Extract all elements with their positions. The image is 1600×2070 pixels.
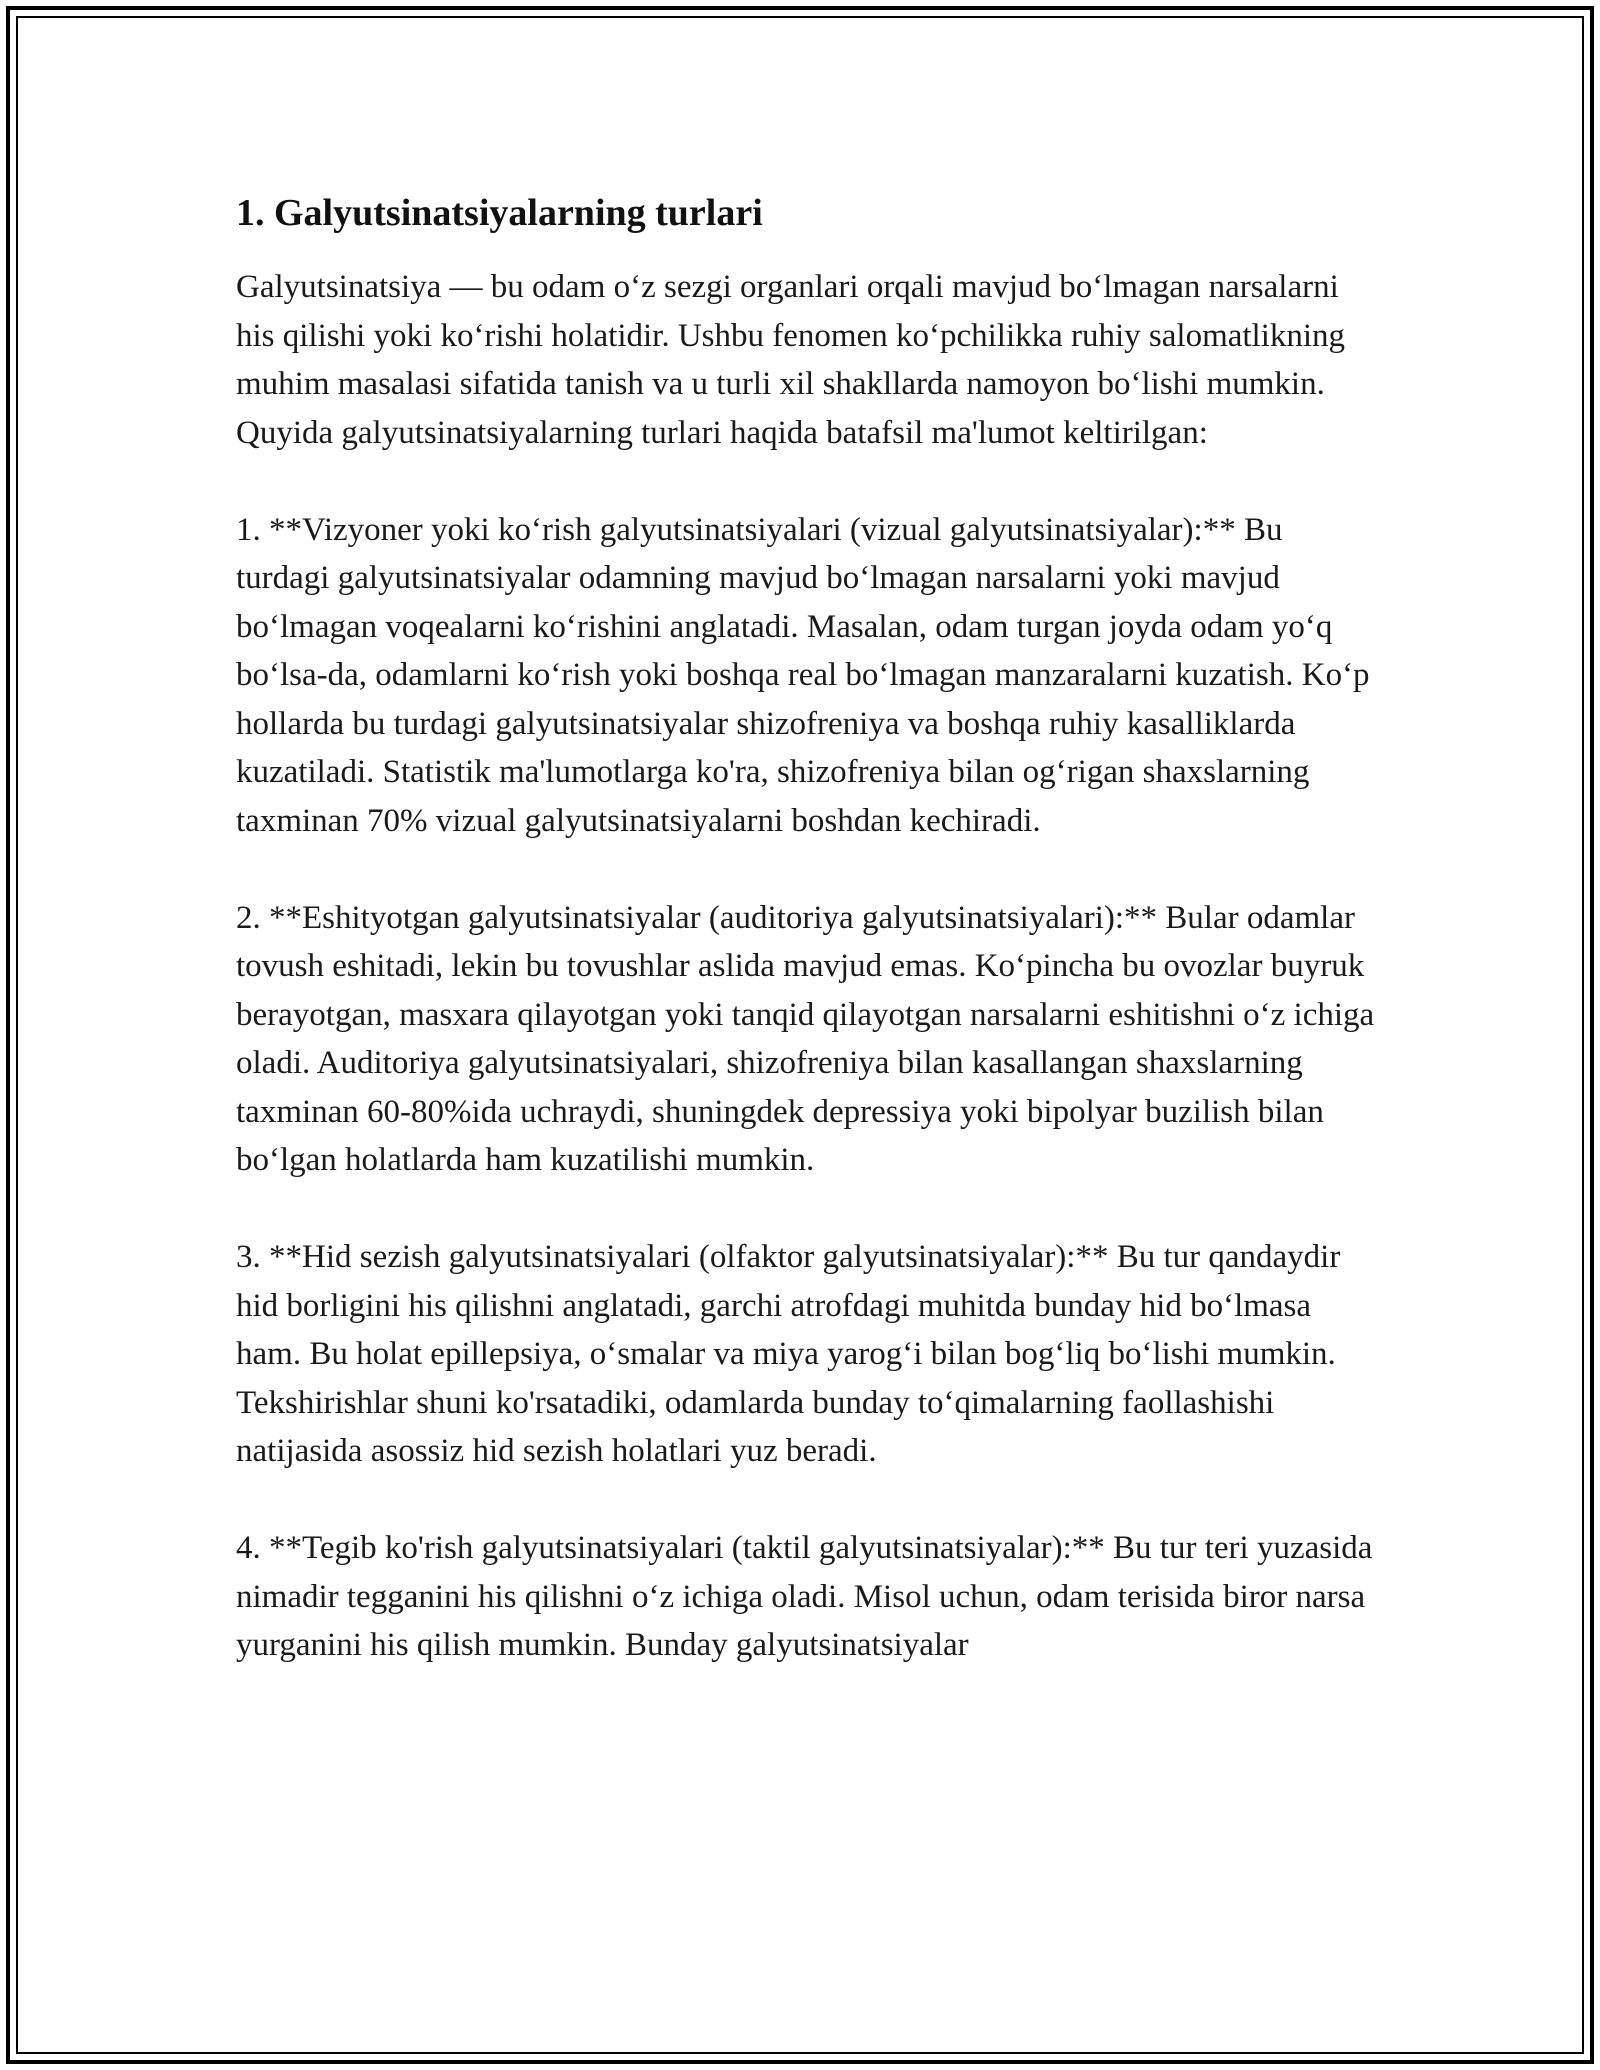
paragraph-auditory-hallucinations: 2. **Eshityotgan galyutsinatsiyalar (auditoriya galyutsinatsiyalari):** Bular odamlar tovush eshitadi, lekin bu tovushlar aslida mavjud emas. Ko‘pincha bu ovozlar buyruk berayotgan, masxara qilayotgan yoki tanqid qilayotgan narsalarni eshitishni o‘z ichiga oladi. Auditoriya galyutsinatsiyalari, shizofreniya bilan kasallangan shaxslarning taxminan 60-80%ida uchraydi, shuningdek depressiya yoki bipolyar buzilish bilan bo‘lgan holatlarda ham kuzatilishi mumkin. [236, 899, 1375, 1178]
paragraph-tactile-hallucinations: 4. **Tegib ko'rish galyutsinatsiyalari (taktil galyutsinatsiyalar):** Bu tur teri yuzasida nimadir tegganini his qilishni o‘z ichiga oladi. Misol uchun, odam terisida biror narsa yurganini his qilish mumkin. Bunday galyutsinatsiyalar [236, 1530, 1373, 1663]
intro-paragraph: Galyutsinatsiya — bu odam o‘z sezgi organlari orqali mavjud bo‘lmagan narsalarni his qilishi yoki ko‘rishi holatidir. Ushbu fenomen ko‘pchilikka ruhiy salomatlikning muhim masalasi sifatida tanish va u turli xil shakllarda namoyon bo‘lishi mumkin. Quyida galyutsinatsiyalarning turlari haqida batafsil ma'lumot keltirilgan: [236, 269, 1346, 451]
document-body [236, 185, 1376, 1718]
section-heading: 1. Galyutsinatsiyalarning turlari [236, 192, 763, 234]
paragraph-olfactory-hallucinations: 3. **Hid sezish galyutsinatsiyalari (olfaktor galyutsinatsiyalar):** Bu tur qandaydir hid borligini his qilishni anglatadi, garchi atrofdagi muhitda bunday hid bo‘lmasa ham. Bu holat epillepsiya, o‘smalar va miya yarog‘i bilan bog‘liq bo‘lishi mumkin. Tekshirishlar shuni ko'rsatadiki, odamlarda bunday to‘qimalarning faollashishi natijasida asossiz hid sezish holatlari yuz beradi. [236, 1239, 1341, 1469]
paragraph-visual-hallucinations: 1. **Vizyoner yoki ko‘rish galyutsinatsiyalari (vizual galyutsinatsiyalar):** Bu turdagi galyutsinatsiyalar odamning mavjud bo‘lmagan narsalarni yoki mavjud bo‘lmagan voqealarni ko‘rishini anglatadi. Masalan, odam turgan joyda odam yo‘q bo‘lsa-da, odamlarni ko‘rish yoki boshqa real bo‘lmagan manzaralarni kuzatish. Ko‘p hollarda bu turdagi galyutsinatsiyalar shizofreniya va boshqa ruhiy kasalliklarda kuzatiladi. Statistik ma'lumotlarga ko'ra, shizofreniya bilan og‘rigan shaxslarning taxminan 70% vizual galyutsinatsiyalarni boshdan kechiradi. [236, 511, 1370, 839]
